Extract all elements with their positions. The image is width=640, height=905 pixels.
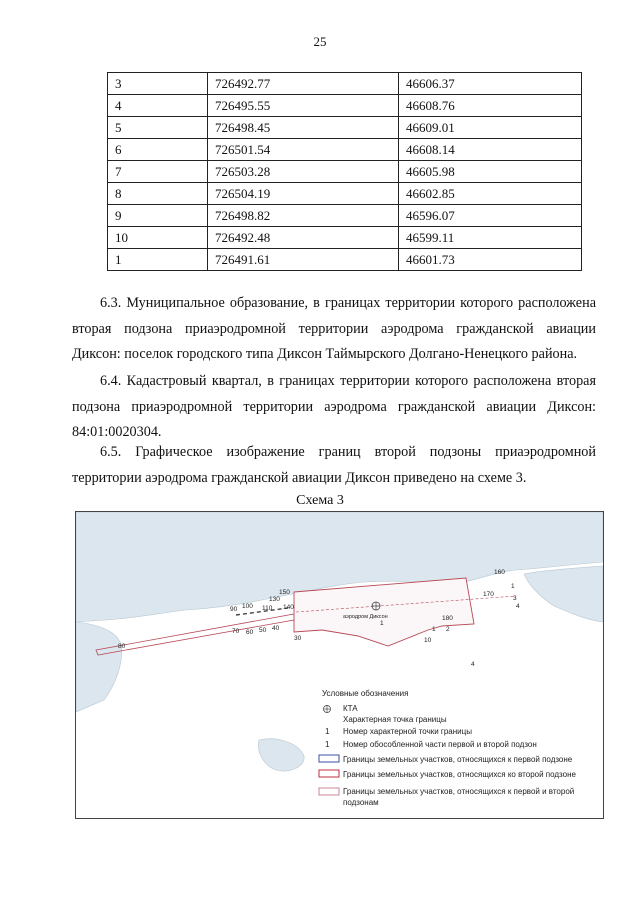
table-cell: 726498.82 (208, 205, 399, 227)
table-cell: 6 (108, 139, 208, 161)
table-cell: 726501.54 (208, 139, 399, 161)
table-row (108, 183, 582, 205)
water-right (524, 566, 603, 622)
table-row (108, 139, 582, 161)
table-row (108, 249, 582, 271)
map-label: 180 (442, 615, 453, 622)
text-line: 6.3. Муниципальное образование, в границах территории которого расположена (100, 295, 596, 311)
table-cell: 5 (108, 117, 208, 139)
text-line: территории аэродрома гражданской авиации Диксон приведено на схеме 3. (72, 469, 527, 486)
scheme-map (75, 511, 604, 819)
legend-second-zone-swatch (319, 770, 339, 777)
map-label: 80 (118, 643, 126, 650)
table-row (108, 227, 582, 249)
map-label: 110 (262, 605, 273, 612)
legend-point-desc: Номер характерной точки границы (343, 727, 472, 736)
map-label: 4 (516, 603, 520, 610)
map-label: 1 (432, 626, 436, 633)
paragraph-6-4 (72, 369, 596, 446)
legend-first-zone: Границы земельных участков, относящихся к первой подзоне (343, 755, 573, 764)
table-cell: 9 (108, 205, 208, 227)
table-row (108, 95, 582, 117)
table-row (108, 73, 582, 95)
map-label: 90 (230, 606, 238, 613)
table-cell: 726503.28 (208, 161, 399, 183)
text-line: 84:01:0020304. (72, 424, 162, 440)
table-cell: 46608.76 (399, 95, 582, 117)
legend-title: Условные обозначения (322, 689, 409, 698)
map-label: 2 (446, 626, 450, 633)
map-drawing (76, 512, 603, 818)
table-cell: 726495.55 (208, 95, 399, 117)
water-bay (76, 622, 122, 712)
text-line: 6.4. Кадастровый квартал, в границах территории которого расположена вторая (100, 373, 596, 389)
map-label: 3 (513, 595, 517, 602)
table-cell: 726504.19 (208, 183, 399, 205)
text-line: подзона приаэродромной территории аэродрома гражданской авиации Диксон: (72, 398, 596, 415)
table-cell: 1 (108, 249, 208, 271)
map-label: 40 (272, 625, 280, 632)
map-label: 100 (242, 603, 253, 610)
runway-strip (96, 614, 294, 655)
map-label: 140 (283, 604, 294, 611)
table-cell: 4 (108, 95, 208, 117)
table-cell: 726491.61 (208, 249, 399, 271)
map-label: 70 (232, 628, 240, 635)
paragraph-6-5 (72, 440, 596, 491)
legend-kta: КТА (343, 704, 358, 713)
scheme-caption: Схема 3 (296, 493, 344, 508)
text-line: вторая подзона приаэродромной территории аэродрома гражданской авиации (72, 320, 596, 337)
legend-first-zone-swatch (319, 755, 339, 762)
table-row (108, 117, 582, 139)
table-cell: 10 (108, 227, 208, 249)
legend-both-zones-cont: подзонам (343, 798, 379, 807)
map-label: 160 (494, 569, 505, 576)
paragraph-6-3 (72, 291, 596, 368)
legend-kta-desc: Характерная точка границы (343, 715, 447, 724)
coordinates-table (107, 72, 582, 271)
aerodrome-label: аэродром Диксон (343, 614, 388, 620)
map-label: 60 (246, 629, 254, 636)
table-cell: 7 (108, 161, 208, 183)
legend-both-zones-swatch (319, 788, 339, 795)
map-label: 1 (511, 583, 515, 590)
legend-point-symbol: 1 (325, 727, 330, 736)
island (258, 739, 304, 771)
table-cell: 726492.77 (208, 73, 399, 95)
table-cell: 726492.48 (208, 227, 399, 249)
map-label: 10 (424, 637, 432, 644)
table-row (108, 161, 582, 183)
map-label: 130 (269, 596, 280, 603)
legend-part-desc: Номер обособленной части первой и второй подзон (343, 740, 537, 749)
text-line: Диксон: поселок городского типа Диксон Таймырского Долгано-Ненецкого района. (72, 346, 578, 362)
legend-second-zone: Границы земельных участков, относящихся ко второй подзоне (343, 770, 576, 779)
table-cell: 46599.11 (399, 227, 582, 249)
map-label: 30 (294, 635, 302, 642)
table-cell: 46602.85 (399, 183, 582, 205)
table-cell: 46605.98 (399, 161, 582, 183)
text-line: 6.5. Графическое изображение границ второй подзоны приаэродромной (100, 444, 596, 460)
table-cell: 46609.01 (399, 117, 582, 139)
table-cell: 46606.37 (399, 73, 582, 95)
map-label: 4 (471, 661, 475, 668)
table-cell: 726498.45 (208, 117, 399, 139)
table-cell: 46608.14 (399, 139, 582, 161)
legend-both-zones: Границы земельных участков, относящихся к первой и второй (343, 787, 575, 796)
table-cell: 3 (108, 73, 208, 95)
table-cell: 46601.73 (399, 249, 582, 271)
page-number: 25 (313, 34, 327, 49)
map-label: 50 (259, 627, 267, 634)
table-cell: 8 (108, 183, 208, 205)
legend-part-symbol: 1 (325, 740, 330, 749)
map-label: 1 (380, 620, 384, 627)
table-cell: 46596.07 (399, 205, 582, 227)
map-label: 150 (279, 589, 290, 596)
table-row (108, 205, 582, 227)
map-label: 170 (483, 591, 494, 598)
